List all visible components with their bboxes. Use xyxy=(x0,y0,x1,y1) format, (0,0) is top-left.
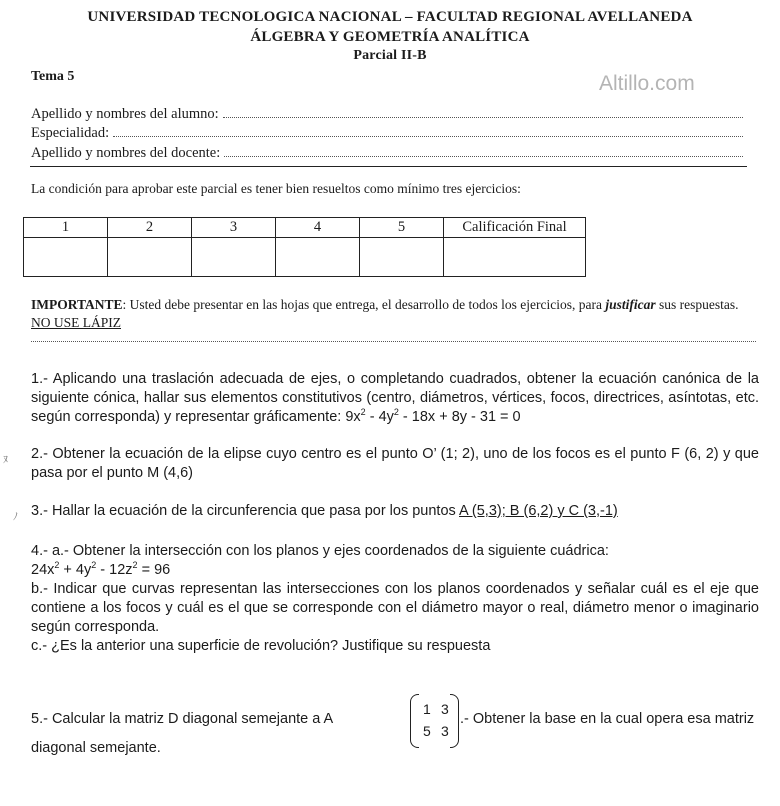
question-1-text: 1.- Aplicando una traslación adecuada de ejes, o completando cuadrados, obtener la ecuación canónica de la siguiente cónica, hallar sus elementos constitutivos (centro, diámetros, vértices, focos, directrices, asíntotas, etc. según corresponda) y representar gráficamente: xyxy=(31,371,759,425)
no-pencil-warning: NO USE LÁPIZ xyxy=(31,315,121,330)
question-3 xyxy=(31,502,759,521)
question-4b: b.- Indicar que curvas representan las intersecciones con los planos coordenados y señalar cuál es el eje que contiene a los focos y cuál es el que se corresponde con el diámetro mayor o real, diámetro menor o imaginario según corresponda. xyxy=(31,581,759,635)
important-justify: justificar xyxy=(605,297,656,312)
question-5-line xyxy=(31,701,759,740)
dotted-divider xyxy=(31,341,756,342)
q4-eq-a: 24x xyxy=(31,562,55,578)
question-5-text-a: 5.- Calcular la matriz D diagonal semejante a A xyxy=(31,711,334,727)
grade-cell-2 xyxy=(108,238,192,277)
q1-eq-a: 9x xyxy=(345,409,361,425)
question-5-text-b: .- Obtener la base en la cual opera esa matriz xyxy=(460,711,755,727)
question-4-equation xyxy=(31,561,759,580)
grade-header-1: 1 xyxy=(24,218,108,238)
divider xyxy=(30,166,747,167)
specialty-field xyxy=(31,124,743,142)
matrix-cell: 1 xyxy=(423,701,431,717)
student-name-field xyxy=(31,105,743,123)
exam-title: Parcial II-B xyxy=(353,48,427,63)
specialty-label: Especialidad: xyxy=(31,125,110,141)
student-name-label: Apellido y nombres del alumno: xyxy=(31,106,219,122)
grade-header-2: 2 xyxy=(108,218,192,238)
important-notice xyxy=(31,296,751,332)
margin-mark-icon: ﾉ xyxy=(13,512,18,523)
matrix-cell: 5 xyxy=(423,723,431,739)
teacher-name-label: Apellido y nombres del docente: xyxy=(31,145,221,161)
teacher-name-field xyxy=(31,144,743,162)
q4-exp-1: 2 xyxy=(54,560,60,571)
specialty-line xyxy=(113,124,743,137)
margin-mark-icon: ﾇ xyxy=(3,455,8,466)
student-name-line xyxy=(223,105,743,118)
grade-cell-1 xyxy=(24,238,108,277)
grade-table xyxy=(23,217,586,277)
q4-eq-c: - 12z xyxy=(96,562,133,578)
grade-header-3: 3 xyxy=(192,218,276,238)
grade-cell-3 xyxy=(192,238,276,277)
grade-header-5: 5 xyxy=(360,218,444,238)
matrix-a xyxy=(410,694,459,746)
question-4a: 4.- a.- Obtener la intersección con los planos y ejes coordenados de la siguiente cuádrica: xyxy=(31,543,609,559)
important-text-a: : Usted debe presentar en las hojas que entrega, el desarrollo de todos los ejercicios, para xyxy=(122,297,606,312)
teacher-name-line xyxy=(224,144,743,157)
q1-exp-1: 2 xyxy=(360,407,366,418)
university-title: UNIVERSIDAD TECNOLOGICA NACIONAL – FACULTAD REGIONAL AVELLANEDA xyxy=(87,9,693,25)
question-2: 2.- Obtener la ecuación de la elipse cuyo centro es el punto O’ (1; 2), uno de los focos es el punto F (6, 2) y que pasa por el punto M (4,6) xyxy=(31,446,759,481)
matrix-cell: 3 xyxy=(441,723,449,739)
q4-exp-3: 2 xyxy=(132,560,138,571)
grade-cell-final xyxy=(444,238,586,277)
watermark-logo: Altillo.com xyxy=(599,72,695,95)
q1-eq-c: - 18x + 8y - 31 = 0 xyxy=(398,409,521,425)
question-3-points: A (5,3); B (6,2) y C (3,-1) xyxy=(459,503,618,519)
question-5-text-c: diagonal semejante. xyxy=(31,740,161,756)
grade-header-final: Calificación Final xyxy=(444,218,586,238)
q4-exp-2: 2 xyxy=(91,560,97,571)
grade-cell-4 xyxy=(276,238,360,277)
important-text-b: sus respuestas. xyxy=(655,297,739,312)
matrix-right-bracket xyxy=(450,694,459,748)
exam-version: Tema 5 xyxy=(31,69,75,84)
q1-eq-b: - 4y xyxy=(365,409,394,425)
q1-exp-2: 2 xyxy=(393,407,399,418)
q4-eq-d: = 96 xyxy=(137,562,171,578)
question-4c: c.- ¿Es la anterior una superficie de revolución? Justifique su respuesta xyxy=(31,638,491,654)
question-4 xyxy=(31,542,759,656)
grade-header-4: 4 xyxy=(276,218,360,238)
pass-condition: La condición para aprobar este parcial es tener bien resueltos como mínimo tres ejercicios: xyxy=(31,181,521,196)
course-title: ÁLGEBRA Y GEOMETRÍA ANALÍTICA xyxy=(250,29,530,45)
grade-cell-5 xyxy=(360,238,444,277)
question-3-text: 3.- Hallar la ecuación de la circunferencia que pasa por los puntos xyxy=(31,503,460,519)
q4-eq-b: + 4y xyxy=(59,562,92,578)
matrix-cell: 3 xyxy=(441,701,449,717)
question-5 xyxy=(31,701,759,756)
important-label: IMPORTANTE xyxy=(31,297,123,312)
matrix-left-bracket xyxy=(410,694,419,748)
question-1 xyxy=(31,370,759,427)
